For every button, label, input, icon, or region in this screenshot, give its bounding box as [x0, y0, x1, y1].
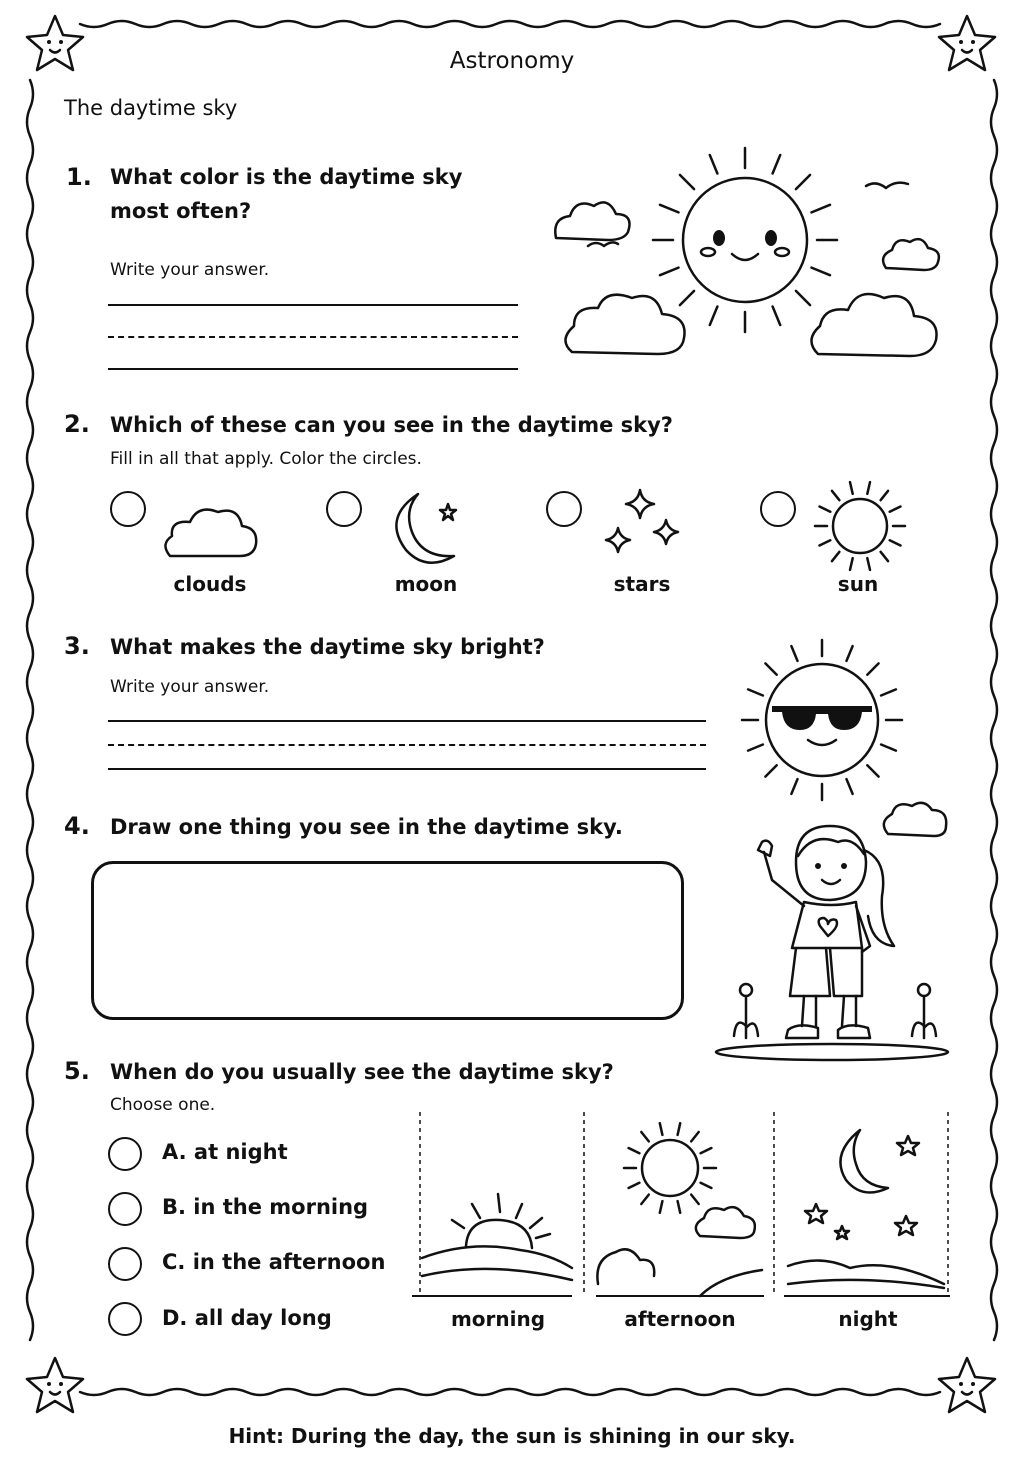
q2-option-label-moon: moon [394, 572, 458, 596]
q3-text: What makes the daytime sky bright? [110, 635, 545, 659]
q1-text-line1: What color is the daytime sky [110, 165, 463, 189]
smiling-sun-illustration [548, 140, 948, 370]
girl-pointing-illustration [712, 796, 962, 1058]
sun-ray [773, 155, 781, 174]
sun-ray [641, 1132, 649, 1141]
page-subtitle: The daytime sky [64, 96, 238, 120]
q5-option-a-radio[interactable] [108, 1137, 142, 1171]
q5-option-b-label: B. in the morning [162, 1195, 369, 1219]
sun-ray [678, 1201, 681, 1213]
q3-number: 3. [64, 632, 90, 660]
sun-ray [791, 779, 797, 794]
q4-drawing-box[interactable] [91, 861, 684, 1020]
sun-ray [691, 1132, 699, 1141]
sun-ray [820, 540, 831, 545]
q2-option-label-sun: sun [837, 572, 879, 596]
q1-answer-guide-line [108, 336, 518, 338]
q2-text: Which of these can you see in the daytime sky? [110, 413, 673, 437]
sun-ray [773, 307, 781, 326]
sun-ray [847, 646, 853, 661]
sun-ray [678, 1123, 681, 1135]
cloud-icon [160, 500, 260, 564]
q2-option-label-stars: stars [613, 572, 671, 596]
moon-icon [388, 488, 468, 568]
sun-ray [680, 291, 694, 305]
sun-ray [881, 552, 889, 561]
q5-panel-label-afternoon: afternoon [624, 1307, 736, 1331]
q5-option-c-radio[interactable] [108, 1247, 142, 1281]
sun-ray [832, 491, 840, 500]
q5-option-b-radio[interactable] [108, 1192, 142, 1226]
sun-ray [867, 765, 878, 776]
q2-option-circle-clouds[interactable] [110, 491, 146, 527]
q5-instruction: Choose one. [110, 1095, 216, 1115]
sun-ray [796, 175, 810, 189]
sun-ray [881, 745, 896, 751]
hint-text: Hint: During the day, the sun is shining in our sky. [228, 1424, 796, 1448]
q2-option-circle-moon[interactable] [326, 491, 362, 527]
q5-option-a-label: A. at night [162, 1140, 288, 1164]
q1-text-line2: most often? [110, 199, 252, 223]
night-moon-icon [788, 1130, 944, 1288]
sun-ray [765, 765, 776, 776]
sun-ray [850, 558, 853, 570]
afternoon-sun-icon [597, 1123, 762, 1296]
sun-ray [660, 1201, 663, 1213]
sun-with-sunglasses-illustration [736, 634, 908, 804]
q1-answer-line[interactable] [108, 304, 518, 306]
sun-ray [850, 482, 853, 494]
sunrise-icon [422, 1194, 572, 1280]
q2-instruction: Fill in all that apply. Color the circles. [110, 449, 422, 469]
q1-number: 1. [66, 163, 92, 191]
corner-star-icon [20, 1352, 90, 1422]
sun-ray [641, 1195, 649, 1204]
sun-ray [867, 558, 870, 570]
sun-ray [890, 507, 901, 512]
sun-ray [748, 745, 763, 751]
sun-icon [812, 478, 908, 574]
q2-option-circle-stars[interactable] [546, 491, 582, 527]
q3-answer-line[interactable] [108, 720, 706, 722]
stars-icon [600, 486, 690, 558]
q5-panel-label-night: night [838, 1307, 898, 1331]
q1-answer-line[interactable] [108, 368, 518, 370]
sun-ray [890, 540, 901, 545]
q1-instruction: Write your answer. [110, 260, 270, 280]
sun-ray [701, 1183, 712, 1188]
sun-ray [710, 155, 718, 174]
q4-number: 4. [64, 812, 90, 840]
sun-ray [660, 205, 679, 213]
q3-instruction: Write your answer. [110, 677, 270, 697]
q5-panel-label-morning: morning [450, 1307, 546, 1331]
q2-number: 2. [64, 410, 90, 438]
sun-ray [691, 1195, 699, 1204]
sun-ray [832, 552, 840, 561]
q2-option-circle-sun[interactable] [760, 491, 796, 527]
sun-ray [629, 1148, 640, 1153]
page-title: Astronomy [449, 48, 575, 74]
sun-ray [847, 779, 853, 794]
time-of-day-panels [410, 1108, 960, 1308]
sun-ray [820, 507, 831, 512]
corner-star-icon [932, 1352, 1002, 1422]
sun-ray [812, 205, 831, 213]
sun-ray [867, 482, 870, 494]
q5-text: When do you usually see the daytime sky? [110, 1060, 614, 1084]
sun-ray [881, 689, 896, 695]
sun-ray [629, 1183, 640, 1188]
q5-option-d-label: D. all day long [162, 1306, 332, 1330]
q2-option-label-clouds: clouds [173, 572, 247, 596]
sun-ray [660, 268, 679, 276]
sun-ray [765, 663, 776, 674]
sun-ray [881, 491, 889, 500]
sun-ray [867, 663, 878, 674]
q5-option-d-radio[interactable] [108, 1302, 142, 1336]
sun-ray [710, 307, 718, 326]
sun-ray [680, 175, 694, 189]
sun-ray [748, 689, 763, 695]
q5-number: 5. [64, 1057, 90, 1085]
sun-ray [796, 291, 810, 305]
sun-ray [701, 1148, 712, 1153]
q5-option-c-label: C. in the afternoon [162, 1250, 386, 1274]
q3-answer-guide-line [108, 744, 706, 746]
q3-answer-line[interactable] [108, 768, 706, 770]
sun-ray [791, 646, 797, 661]
sun-ray [812, 268, 831, 276]
q4-text: Draw one thing you see in the daytime sky. [110, 815, 623, 839]
sun-ray [660, 1123, 663, 1135]
